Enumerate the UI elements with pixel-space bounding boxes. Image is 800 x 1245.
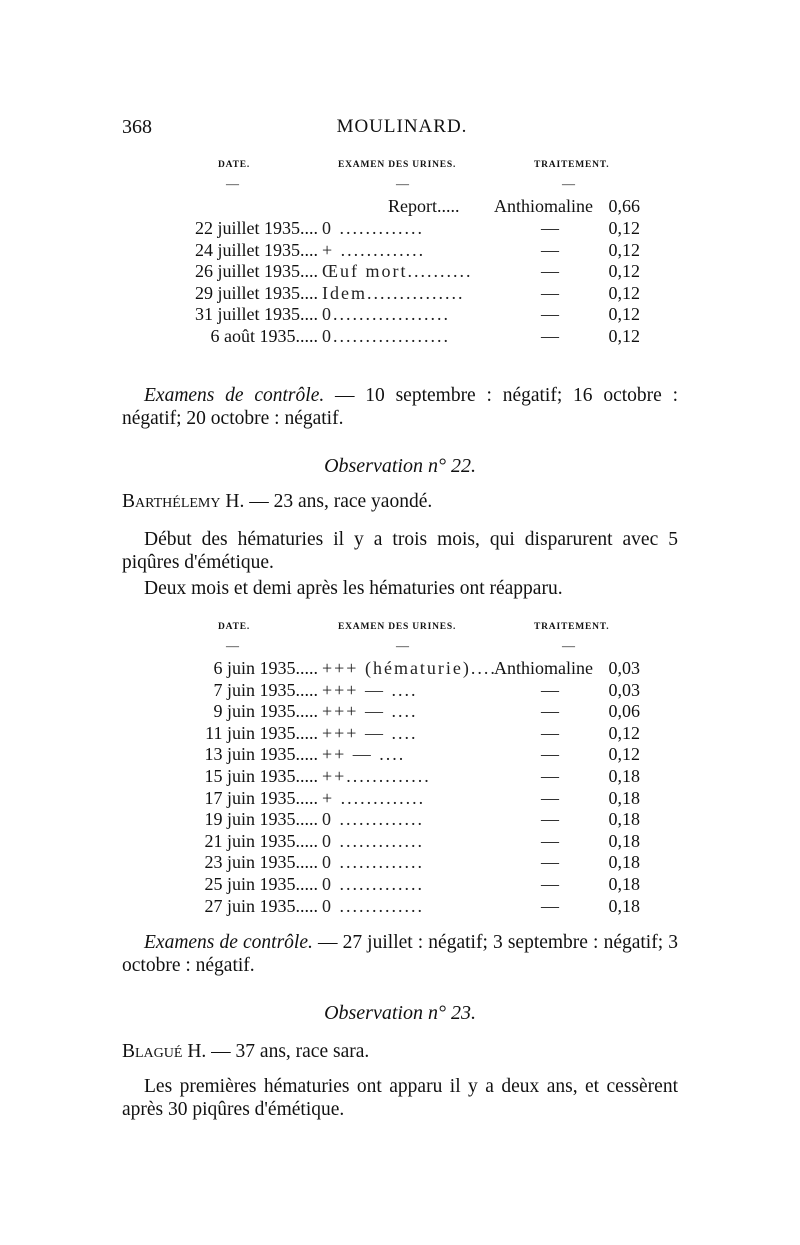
row-date: 31 juillet 1935.... xyxy=(195,304,318,325)
treatment-table-2 xyxy=(122,622,682,917)
table-row xyxy=(122,218,682,240)
table-row xyxy=(122,723,682,745)
patient-details: H. — 23 ans, race yaondé. xyxy=(220,491,433,512)
patient-line-22 xyxy=(122,490,678,513)
table-row xyxy=(122,766,682,788)
row-date: 9 juin 1935..... xyxy=(213,701,318,722)
row-date: 7 juin 1935..... xyxy=(213,679,318,700)
paragraph-onset: Début des hématuries il y a trois mois, qui disparurent avec 5 piqûres d'émétique. xyxy=(122,529,678,573)
control-text: — 10 septembre : négatif; 16 octobre : négatif; 20 octobre : négatif. xyxy=(122,385,678,429)
row-date: 11 juin 1935..... xyxy=(205,722,318,743)
row-exam: Idem............... xyxy=(322,282,465,303)
col-header-treatment: TRAITEMENT. xyxy=(534,160,610,170)
row-exam: +++ (hématurie).... xyxy=(322,658,497,678)
col-header-exam: EXAMEN DES URINES. xyxy=(338,622,457,632)
row-exam: 0 ............. xyxy=(322,809,424,830)
row-date: 19 juin 1935..... xyxy=(204,809,318,830)
row-value: 0,18 xyxy=(608,787,640,808)
row-date: 25 juin 1935..... xyxy=(204,873,318,894)
row-exam: +++ — .... xyxy=(322,679,418,700)
col-rule: — xyxy=(562,176,576,191)
report-value: 0,66 xyxy=(608,196,640,216)
row-value: 0,12 xyxy=(608,722,640,743)
table-row xyxy=(122,809,682,831)
report-row xyxy=(122,196,682,218)
row-value: 0,12 xyxy=(608,282,640,303)
row-value: 0,18 xyxy=(608,873,640,894)
row-treatment: — xyxy=(541,261,559,282)
row-value: 0,12 xyxy=(608,218,640,238)
row-date: 13 juin 1935..... xyxy=(204,744,318,765)
paragraph-history: Les premières hématuries ont apparu il y a deux ans, et cessèrent après 30 piqûres d'émétique. xyxy=(122,1076,678,1120)
row-exam: 0.................. xyxy=(322,325,450,346)
row-treatment: — xyxy=(541,304,559,325)
row-treatment: — xyxy=(541,873,559,894)
table-row xyxy=(122,326,682,348)
row-value: 0,12 xyxy=(608,325,640,346)
row-exam: 0 ............. xyxy=(322,218,424,238)
col-rule: — xyxy=(396,176,410,191)
table-row xyxy=(122,831,682,853)
control-exams-1 xyxy=(122,384,678,430)
row-value: 0,18 xyxy=(608,830,640,851)
row-date: 22 juillet 1935.... xyxy=(195,218,318,238)
treatment-table-1 xyxy=(122,160,682,348)
report-label: Report..... xyxy=(388,196,460,216)
row-exam: Œuf mort.......... xyxy=(322,261,473,282)
row-date: 27 juin 1935..... xyxy=(204,895,318,916)
row-date: 26 juillet 1935.... xyxy=(195,261,318,282)
patient-name: Barthélemy xyxy=(122,491,221,512)
running-head: MOULINARD. xyxy=(336,116,468,137)
row-treatment: — xyxy=(541,895,559,916)
table-row xyxy=(122,744,682,766)
report-treatment: Anthiomaline xyxy=(494,196,593,216)
row-treatment: — xyxy=(541,830,559,851)
row-treatment: — xyxy=(541,679,559,700)
control-exams-2 xyxy=(122,931,678,977)
row-exam: 0 ............. xyxy=(322,852,424,873)
table-header xyxy=(122,622,682,658)
row-treatment: — xyxy=(541,722,559,743)
row-treatment: Anthiomaline xyxy=(494,658,593,678)
row-value: 0,18 xyxy=(608,895,640,916)
col-rule: — xyxy=(562,638,576,653)
row-treatment: — xyxy=(541,765,559,786)
page-header xyxy=(122,116,682,146)
paragraph-recurrence: Deux mois et demi après les hématuries ont réapparu. xyxy=(144,578,563,599)
col-header-date: DATE. xyxy=(218,622,251,632)
row-exam: + ............. xyxy=(322,787,426,808)
row-date: 29 juillet 1935.... xyxy=(195,282,318,303)
row-treatment: — xyxy=(541,701,559,722)
table-row xyxy=(122,261,682,283)
row-treatment: — xyxy=(541,282,559,303)
col-rule: — xyxy=(226,638,240,653)
row-value: 0,18 xyxy=(608,765,640,786)
row-value: 0,03 xyxy=(608,679,640,700)
row-exam: + ............. xyxy=(322,239,426,260)
table-row xyxy=(122,240,682,262)
table-row xyxy=(122,874,682,896)
row-value: 0,12 xyxy=(608,239,640,260)
table-row xyxy=(122,701,682,723)
col-rule: — xyxy=(226,176,240,191)
row-exam: 0 ............. xyxy=(322,873,424,894)
control-label: Examens de contrôle. xyxy=(144,385,325,406)
row-treatment: — xyxy=(541,852,559,873)
row-date: 6 juin 1935..... xyxy=(213,658,318,678)
row-value: 0,06 xyxy=(608,701,640,722)
row-exam: +++ — .... xyxy=(322,722,418,743)
col-header-treatment: TRAITEMENT. xyxy=(534,622,610,632)
control-label: Examens de contrôle. xyxy=(144,932,313,953)
row-exam: ++............. xyxy=(322,765,431,786)
observation-title-22: Observation n° 22. xyxy=(324,455,476,477)
table-row xyxy=(122,283,682,305)
row-value: 0,03 xyxy=(608,658,640,678)
row-date: 21 juin 1935..... xyxy=(204,830,318,851)
row-treatment: — xyxy=(541,325,559,346)
row-exam: ++ — .... xyxy=(322,744,406,765)
row-date: 23 juin 1935..... xyxy=(204,852,318,873)
row-value: 0,12 xyxy=(608,744,640,765)
row-exam: 0.................. xyxy=(322,304,450,325)
row-value: 0,12 xyxy=(608,304,640,325)
col-header-date: DATE. xyxy=(218,160,251,170)
patient-name: Blagué xyxy=(122,1041,183,1062)
observation-title-23: Observation n° 23. xyxy=(324,1002,476,1024)
table-row xyxy=(122,658,682,680)
row-date: 15 juin 1935..... xyxy=(204,765,318,786)
control-text: — 27 juillet : négatif; 3 septembre : négatif; 3 octobre : négatif. xyxy=(122,932,678,976)
table-row xyxy=(122,852,682,874)
row-treatment: — xyxy=(541,809,559,830)
row-date: 6 août 1935..... xyxy=(210,325,318,346)
row-treatment: — xyxy=(541,744,559,765)
row-value: 0,18 xyxy=(608,852,640,873)
row-treatment: — xyxy=(541,218,559,238)
page-number: 368 xyxy=(122,116,152,138)
col-header-exam: EXAMEN DES URINES. xyxy=(338,160,457,170)
table-header xyxy=(122,160,682,196)
table-row xyxy=(122,304,682,326)
row-treatment: — xyxy=(541,787,559,808)
row-exam: 0 ............. xyxy=(322,830,424,851)
row-exam: 0 ............. xyxy=(322,895,424,916)
table-row xyxy=(122,896,682,918)
row-date: 24 juillet 1935.... xyxy=(195,239,318,260)
col-rule: — xyxy=(396,638,410,653)
table-row xyxy=(122,788,682,810)
row-value: 0,18 xyxy=(608,809,640,830)
row-exam: +++ — .... xyxy=(322,701,418,722)
patient-line-23 xyxy=(122,1040,678,1063)
row-value: 0,12 xyxy=(608,261,640,282)
row-treatment: — xyxy=(541,239,559,260)
row-date: 17 juin 1935..... xyxy=(204,787,318,808)
table-row xyxy=(122,680,682,702)
patient-details: H. — 37 ans, race sara. xyxy=(182,1041,370,1062)
